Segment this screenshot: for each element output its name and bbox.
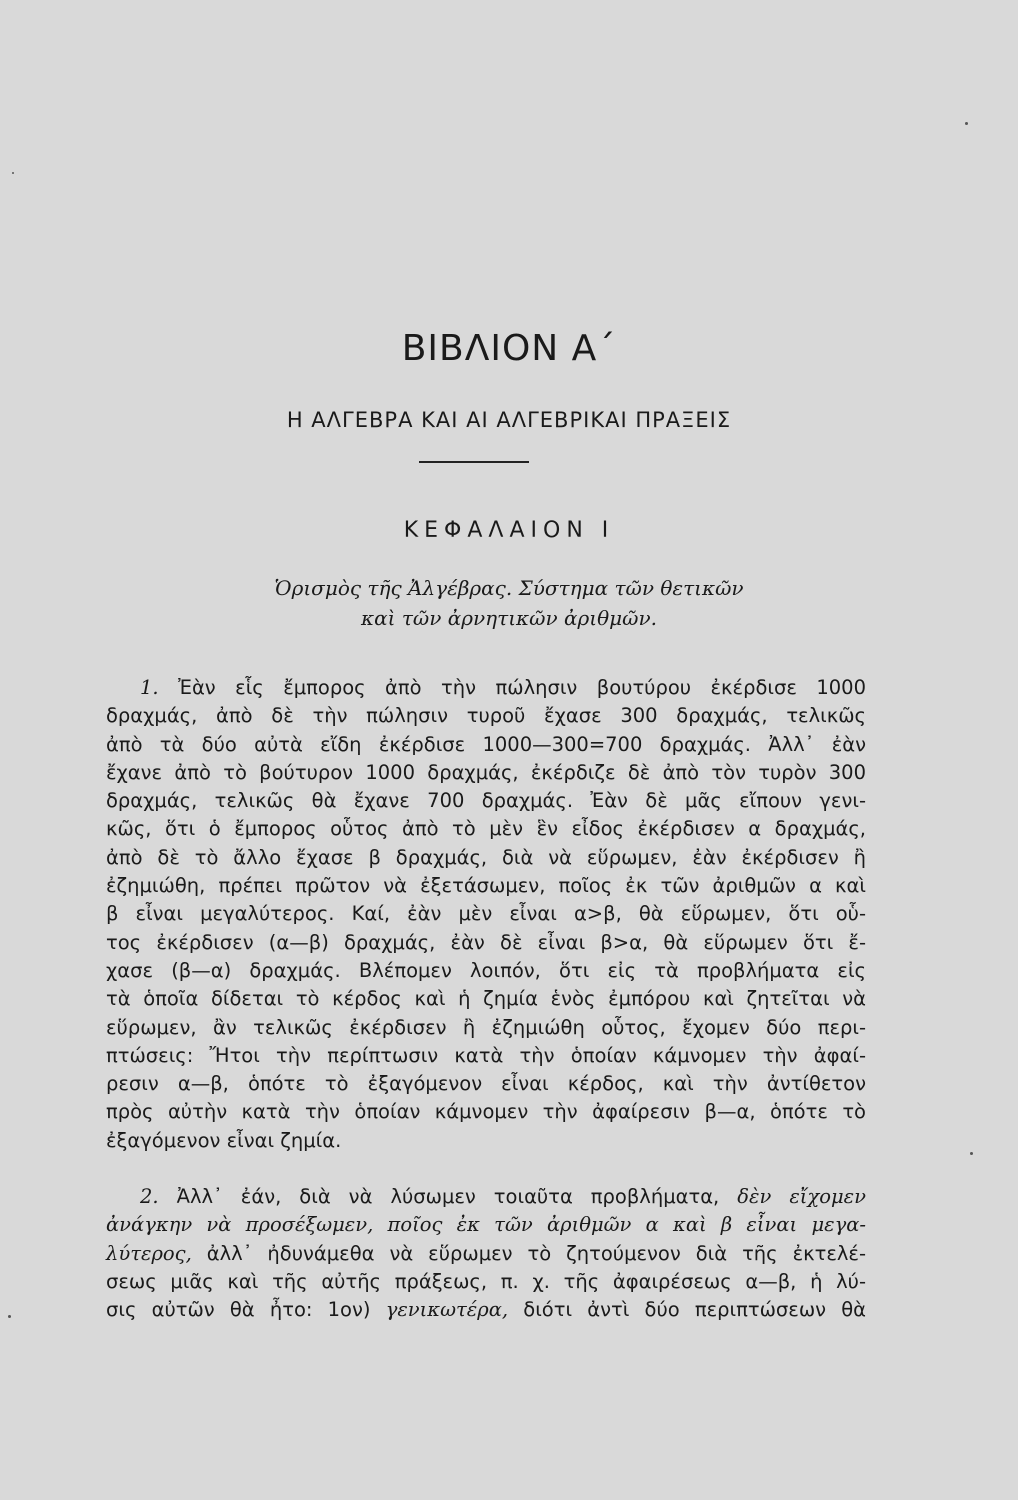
text-line: δραχμάς, τελικῶς θὰ ἔχανε 700 δραχμάς. Ἐὰν δὲ μᾶς εἴπουν γενι- (106, 789, 866, 813)
book-title: ΒΙΒΛΙΟΝ Α΄ (401, 328, 617, 369)
emphasis-text: δὲν εἴχομεν (737, 1185, 866, 1208)
paper-speck (970, 1152, 973, 1155)
text-line: τος ἐκέρδισεν (α—β) δραχμάς, ἐὰν δὲ εἶναι β>α, θὰ εὕρωμεν ὅτι ἔ- (106, 930, 866, 954)
text-line: β εἶναι μεγαλύτερος. Καί, ἐὰν μὲν εἶναι α>β, θὰ εὕρωμεν, ὅτι οὗ- (106, 902, 866, 926)
text-line: ἔχανε ἀπὸ τὸ βούτυρον 1000 δραχμάς, ἐκέρδιζε δὲ ἀπὸ τὸν τυρὸν 300 (106, 760, 866, 784)
paragraph-number: 1. (140, 676, 159, 699)
text-line: ἀπὸ δὲ τὸ ἄλλο ἔχασε β δραχμάς, διὰ νὰ εὕρωμεν, ἐὰν ἐκέρδισεν ἢ (106, 845, 866, 869)
text-line: ἐξαγόμενον εἶναι ζημία. (106, 1128, 342, 1152)
line-text: σις αὐτῶν θὰ ἦτο: 1ον) (106, 1298, 371, 1322)
text-line: πρὸς αὐτὴν κατὰ τὴν ὁποίαν κάμνομεν τὴν ἀφαίρεσιν β—α, ὁπότε τὸ (106, 1100, 866, 1124)
text-line: κῶς, ὅτι ὁ ἔμπορος οὗτος ἀπὸ τὸ μὲν ἓν εἶδος ἐκέρδισεν α δραχμάς, (106, 817, 866, 841)
chapter-subtitle-line2: καὶ τῶν ἀρνητικῶν ἀριθμῶν. (361, 606, 657, 630)
line-text: Ἐὰν εἷς ἔμπορος ἀπὸ τὴν πώλησιν βουτύρου ἐκέρδισε 1000 (178, 676, 866, 699)
line-text: διότι ἀντὶ δύο περιπτώσεων θὰ (523, 1298, 867, 1322)
paper-speck (12, 172, 14, 174)
title-divider (419, 461, 529, 463)
paragraph-number: 2. (140, 1185, 159, 1208)
part-title: Η ΑΛΓΕΒΡΑ ΚΑΙ ΑΙ ΑΛΓΕΒΡΙΚΑΙ ΠΡΑΞΕΙΣ (286, 408, 732, 432)
text-line: χασε (β—α) δραχμάς. Βλέπομεν λοιπόν, ὅτι εἰς τὰ προβλήματα εἰς (106, 958, 866, 982)
text-line: ἐζημιώθη, πρέπει πρῶτον νὰ ἐξετάσωμεν, ποῖος ἐκ τῶν ἀριθμῶν α καὶ (106, 874, 866, 898)
paper-speck (965, 122, 968, 125)
text-line (106, 1183, 866, 1211)
text-line: εὕρωμεν, ἂν τελικῶς ἐκέρδισεν ἢ ἐζημιώθη οὗτος, ἔχομεν δύο περι- (106, 1015, 866, 1039)
text-line (106, 1296, 866, 1324)
text-line (106, 1240, 866, 1268)
text-line: δραχμάς, ἀπὸ δὲ τὴν πώλησιν τυροῦ ἔχασε 300 δραχμάς, τελικῶς (106, 704, 866, 728)
text-line: πτώσεις: Ἤτοι τὴν περίπτωσιν κατὰ τὴν ὁποίαν κάμνομεν τὴν ἀφαί- (106, 1043, 866, 1067)
paper-speck (8, 1315, 11, 1318)
line-text: Ἀλλ᾽ ἐάν, διὰ νὰ λύσωμεν τοιαῦτα προβλήματα, (176, 1185, 720, 1208)
emphasis-line: ἀνάγκην νὰ προσέξωμεν, ποῖος ἐκ τῶν ἀριθμῶν α καὶ β εἶναι μεγα- (106, 1213, 866, 1237)
text-line (106, 674, 866, 702)
emphasis-text: γενικωτέρα, (385, 1298, 509, 1322)
text-line: τὰ ὁποῖα δίδεται τὸ κέρδος καὶ ἡ ζημία ἑνὸς ἐμπόρου καὶ ζητεῖται νὰ (106, 987, 866, 1011)
text-line: σεως μιᾶς καὶ τῆς αὐτῆς πράξεως, π. χ. τῆς ἀφαιρέσεως α—β, ἡ λύ- (106, 1269, 866, 1293)
text-line: ρεσιν α—β, ὁπότε τὸ ἐξαγόμενον εἶναι κέρδος, καὶ τὴν ἀντίθετον (106, 1072, 866, 1096)
paragraph-2 (106, 1183, 866, 1324)
chapter-subtitle-line1: Ὁρισμὸς τῆς Ἀλγέβρας. Σύστημα τῶν θετικῶν (274, 576, 744, 600)
emphasis-text: λύτερος, (106, 1241, 192, 1265)
line-text: ἀλλ᾽ ἠδυνάμεθα νὰ εὕρωμεν τὸ ζητούμενον διὰ τῆς ἐκτελέ- (206, 1241, 867, 1265)
paragraph-1 (106, 674, 866, 1155)
text-line: ἀπὸ τὰ δύο αὐτὰ εἴδη ἐκέρδισε 1000—300=700 δραχμάς. Ἀλλ᾽ ἐὰν (106, 732, 866, 756)
chapter-title: ΚΕΦΑΛΑΙΟΝ Ι (403, 518, 615, 543)
